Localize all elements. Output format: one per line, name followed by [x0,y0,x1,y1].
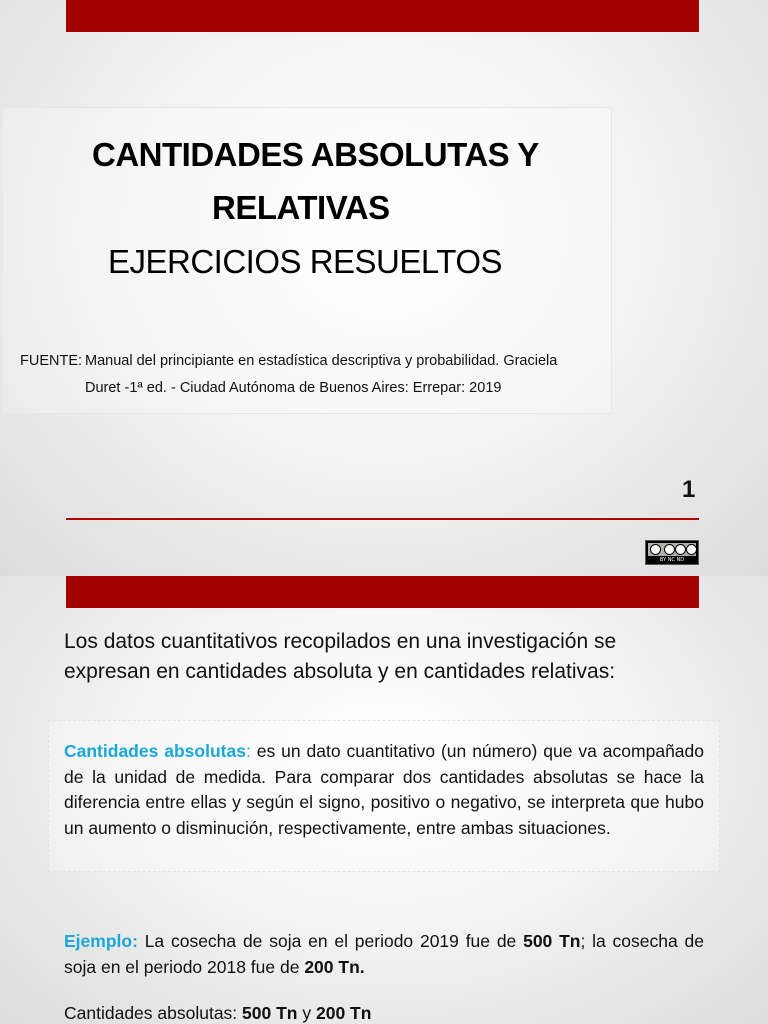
page-number: 1 [682,476,696,503]
example-value-1: 500 Tn [523,931,581,951]
example-value-2: 200 Tn. [304,956,365,977]
title-line-1: CANTIDADES ABSOLUTAS Y [92,136,539,173]
source-label: FUENTE: [20,353,83,369]
header-bar [66,0,699,32]
absolutes-conj: y [297,1003,316,1023]
source-line-1: Manual del principiante en estadística descriptiva y probabilidad. Graciela [85,353,558,369]
license-label: BY NC ND [659,557,685,563]
definition-paragraph [64,739,704,841]
title-line-2: RELATIVAS [212,189,390,226]
absolutes-value-2: 200 Tn [315,1003,372,1023]
absolutes-value-1: 500 Tn [242,1003,298,1023]
creative-commons-license-icon [645,540,699,565]
example-paragraph [64,929,704,980]
example-text-1: La cosecha de soja en el periodo 2019 fue de [137,931,524,951]
subtitle: EJERCICIOS RESUELTOS [108,243,503,280]
intro-paragraph: Los datos cuantitativos recopilados en una investigación se expresan en cantidades absoluta y en cantidades relativas: [64,630,617,683]
absolutes-label: Cantidades absolutas: [64,1003,243,1023]
definition-text: es un dato cuantitativo (un número) que va acompañado de la unidad de medida. Para comparar dos cantidades absolutas se hace la diferencia entre ellas y según el signo, positivo o negativo, se interpreta que hubo un aumento o disminución, respectivamente, entre ambas situaciones. [64,741,704,838]
source-line-2: Duret -1ª ed. - Ciudad Autónoma de Buenos Aires: Errepar: 2019 [85,380,502,396]
divider-line [66,518,699,520]
header-bar [66,576,699,608]
example-text-2: ; la cosecha de soja en el periodo 2018 fue de [64,931,704,977]
example-label: Ejemplo: [64,931,138,951]
absolute-quantities-line [64,1003,371,1024]
definition-separator: : [245,741,251,761]
definition-term: Cantidades absolutas [64,741,246,761]
